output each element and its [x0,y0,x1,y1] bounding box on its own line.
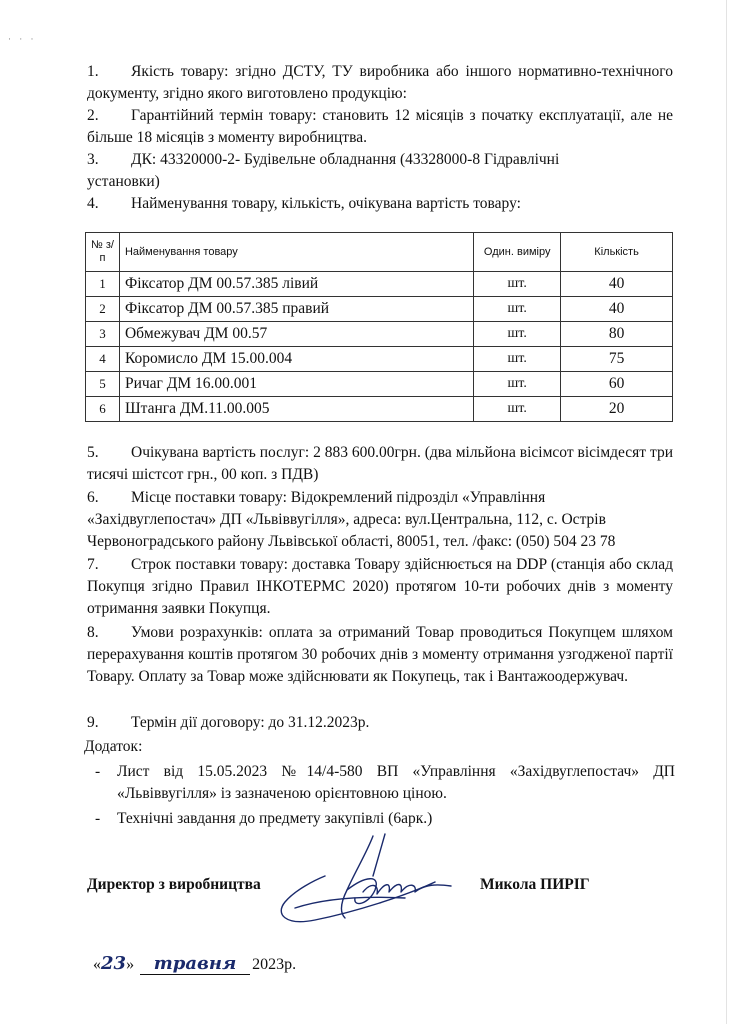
row-unit: шт. [474,372,561,397]
row-qty: 60 [561,372,673,397]
clause-number: 9. [87,714,99,731]
table-header-row [86,233,673,272]
clause-1 [87,61,673,105]
clause-text: Термін дії договору: до 31.12.2023р. [131,714,370,731]
annex-title: Додаток: [84,738,143,755]
clause-number: 7. [87,556,99,573]
clause-number: 2. [87,107,99,124]
clause-9 [87,712,673,734]
table-row [86,272,673,297]
clause-text: Якість товару: згідно ДСТУ, ТУ виробника або іншого нормативно-технічного документу, згідно якого виготовлено продукцію: [87,63,673,102]
table-row [86,397,673,422]
scan-edge-line [726,0,727,1024]
row-name: Фіксатор ДМ 00.57.385 лівий [119,272,473,297]
row-num: 2 [86,297,120,322]
date-year: 2023р. [252,956,297,973]
clause-number: 4. [87,195,99,212]
clause-7 [87,554,673,620]
table-row [86,322,673,347]
clause-text: Найменування товару, кількість, очікувана вартість товару: [131,195,521,212]
annex-item [95,808,675,830]
row-name: Фіксатор ДМ 00.57.385 правий [119,297,473,322]
table-row [86,297,673,322]
clause-text: Строк поставки товару: доставка Товару здійснюється на DDP (станція або склад Покупця згідно Правил ІНКОТЕРМС 2020) протягом 10-ти робочих днів з моменту отримання заявки Покупця. [87,556,673,617]
row-qty: 40 [561,297,673,322]
row-unit: шт. [474,347,561,372]
items-table [85,232,673,422]
table-row [86,347,673,372]
document-date [93,953,296,975]
row-qty: 20 [561,397,673,422]
table-row [86,372,673,397]
clause-text: Умови розрахунків: оплата за отриманий Товар проводиться Покупцем шляхом перерахування коштів протягом 30 робочих днів з моменту отримання узгодженої партії Товару. Оплату за Товар може здійснювати як Покупець, так і Вантажоодержувач. [87,624,673,685]
clause-5 [87,442,673,486]
handwritten-signature [255,832,460,932]
date-quote-open: « [93,956,101,973]
header-name: Найменування товару [119,233,473,272]
clause-8 [87,622,673,688]
row-num: 3 [86,322,120,347]
clause-number: 1. [87,63,99,80]
row-name: Коромисло ДМ 15.00.004 [119,347,473,372]
row-unit: шт. [474,297,561,322]
signature-position: Директор з виробництва [87,876,261,893]
date-month-handwritten: травня [140,953,250,975]
row-unit: шт. [474,322,561,347]
clause-text: Гарантійний термін товару: становить 12 місяців з початку експлуатації, але не більше 18 місяців з моменту виробництва. [87,107,673,146]
row-num: 4 [86,347,120,372]
clause-3 [87,149,627,193]
date-quote-close: » [126,956,135,973]
annex-item [95,761,675,805]
clause-number: 5. [87,444,99,461]
row-qty: 75 [561,347,673,372]
list-dash: - [95,763,101,780]
scan-specks: · · · [8,34,37,44]
row-name: Штанга ДМ.11.00.005 [119,397,473,422]
row-num: 5 [86,372,120,397]
row-qty: 80 [561,322,673,347]
row-num: 1 [86,272,120,297]
header-num: № з/п [86,233,120,272]
row-name: Ричаг ДМ 16.00.001 [119,372,473,397]
clause-6 [87,487,677,553]
row-num: 6 [86,397,120,422]
date-day-handwritten: 23 [101,953,127,974]
annex-item-text: Лист від 15.05.2023 №14/4-580 ВП «Управління «Західвуглепостач» ДП «Львіввугілля» із зазначеною орієнтовною ціною. [117,763,675,802]
row-unit: шт. [474,397,561,422]
row-name: Обмежувач ДМ 00.57 [119,322,473,347]
clause-number: 3. [87,151,99,168]
row-unit: шт. [474,272,561,297]
clause-text: Місце поставки товару: Відокремлений підрозділ «Управління «Західвуглепостач» ДП «Львіввугілля», адреса: вул.Центральна, 112, с. Острів Червоноградського району Львівської області, 80051, тел. /факс: (050) 504 23 78 [87,489,616,550]
clause-2 [87,105,673,149]
clause-text: Очікувана вартість послуг: 2 883 600.00грн. (два мільйона вісімсот вісімдесят три тисячі шістсот грн., 00 коп. з ПДВ) [87,444,673,483]
clause-4 [87,193,673,215]
list-dash: - [95,810,101,827]
header-qty: Кількість [561,233,673,272]
annex-item-text: Технічні завдання до предмету закупівлі (6арк.) [117,810,433,827]
clause-text: ДК: 43320000-2- Будівельне обладнання (43328000-8 Гідравлічні установки) [87,151,560,190]
header-unit: Один. виміру [474,233,561,272]
signature-name: Микола ПИРІГ [480,876,590,893]
clause-number: 8. [87,624,99,641]
clause-number: 6. [87,489,99,506]
row-qty: 40 [561,272,673,297]
